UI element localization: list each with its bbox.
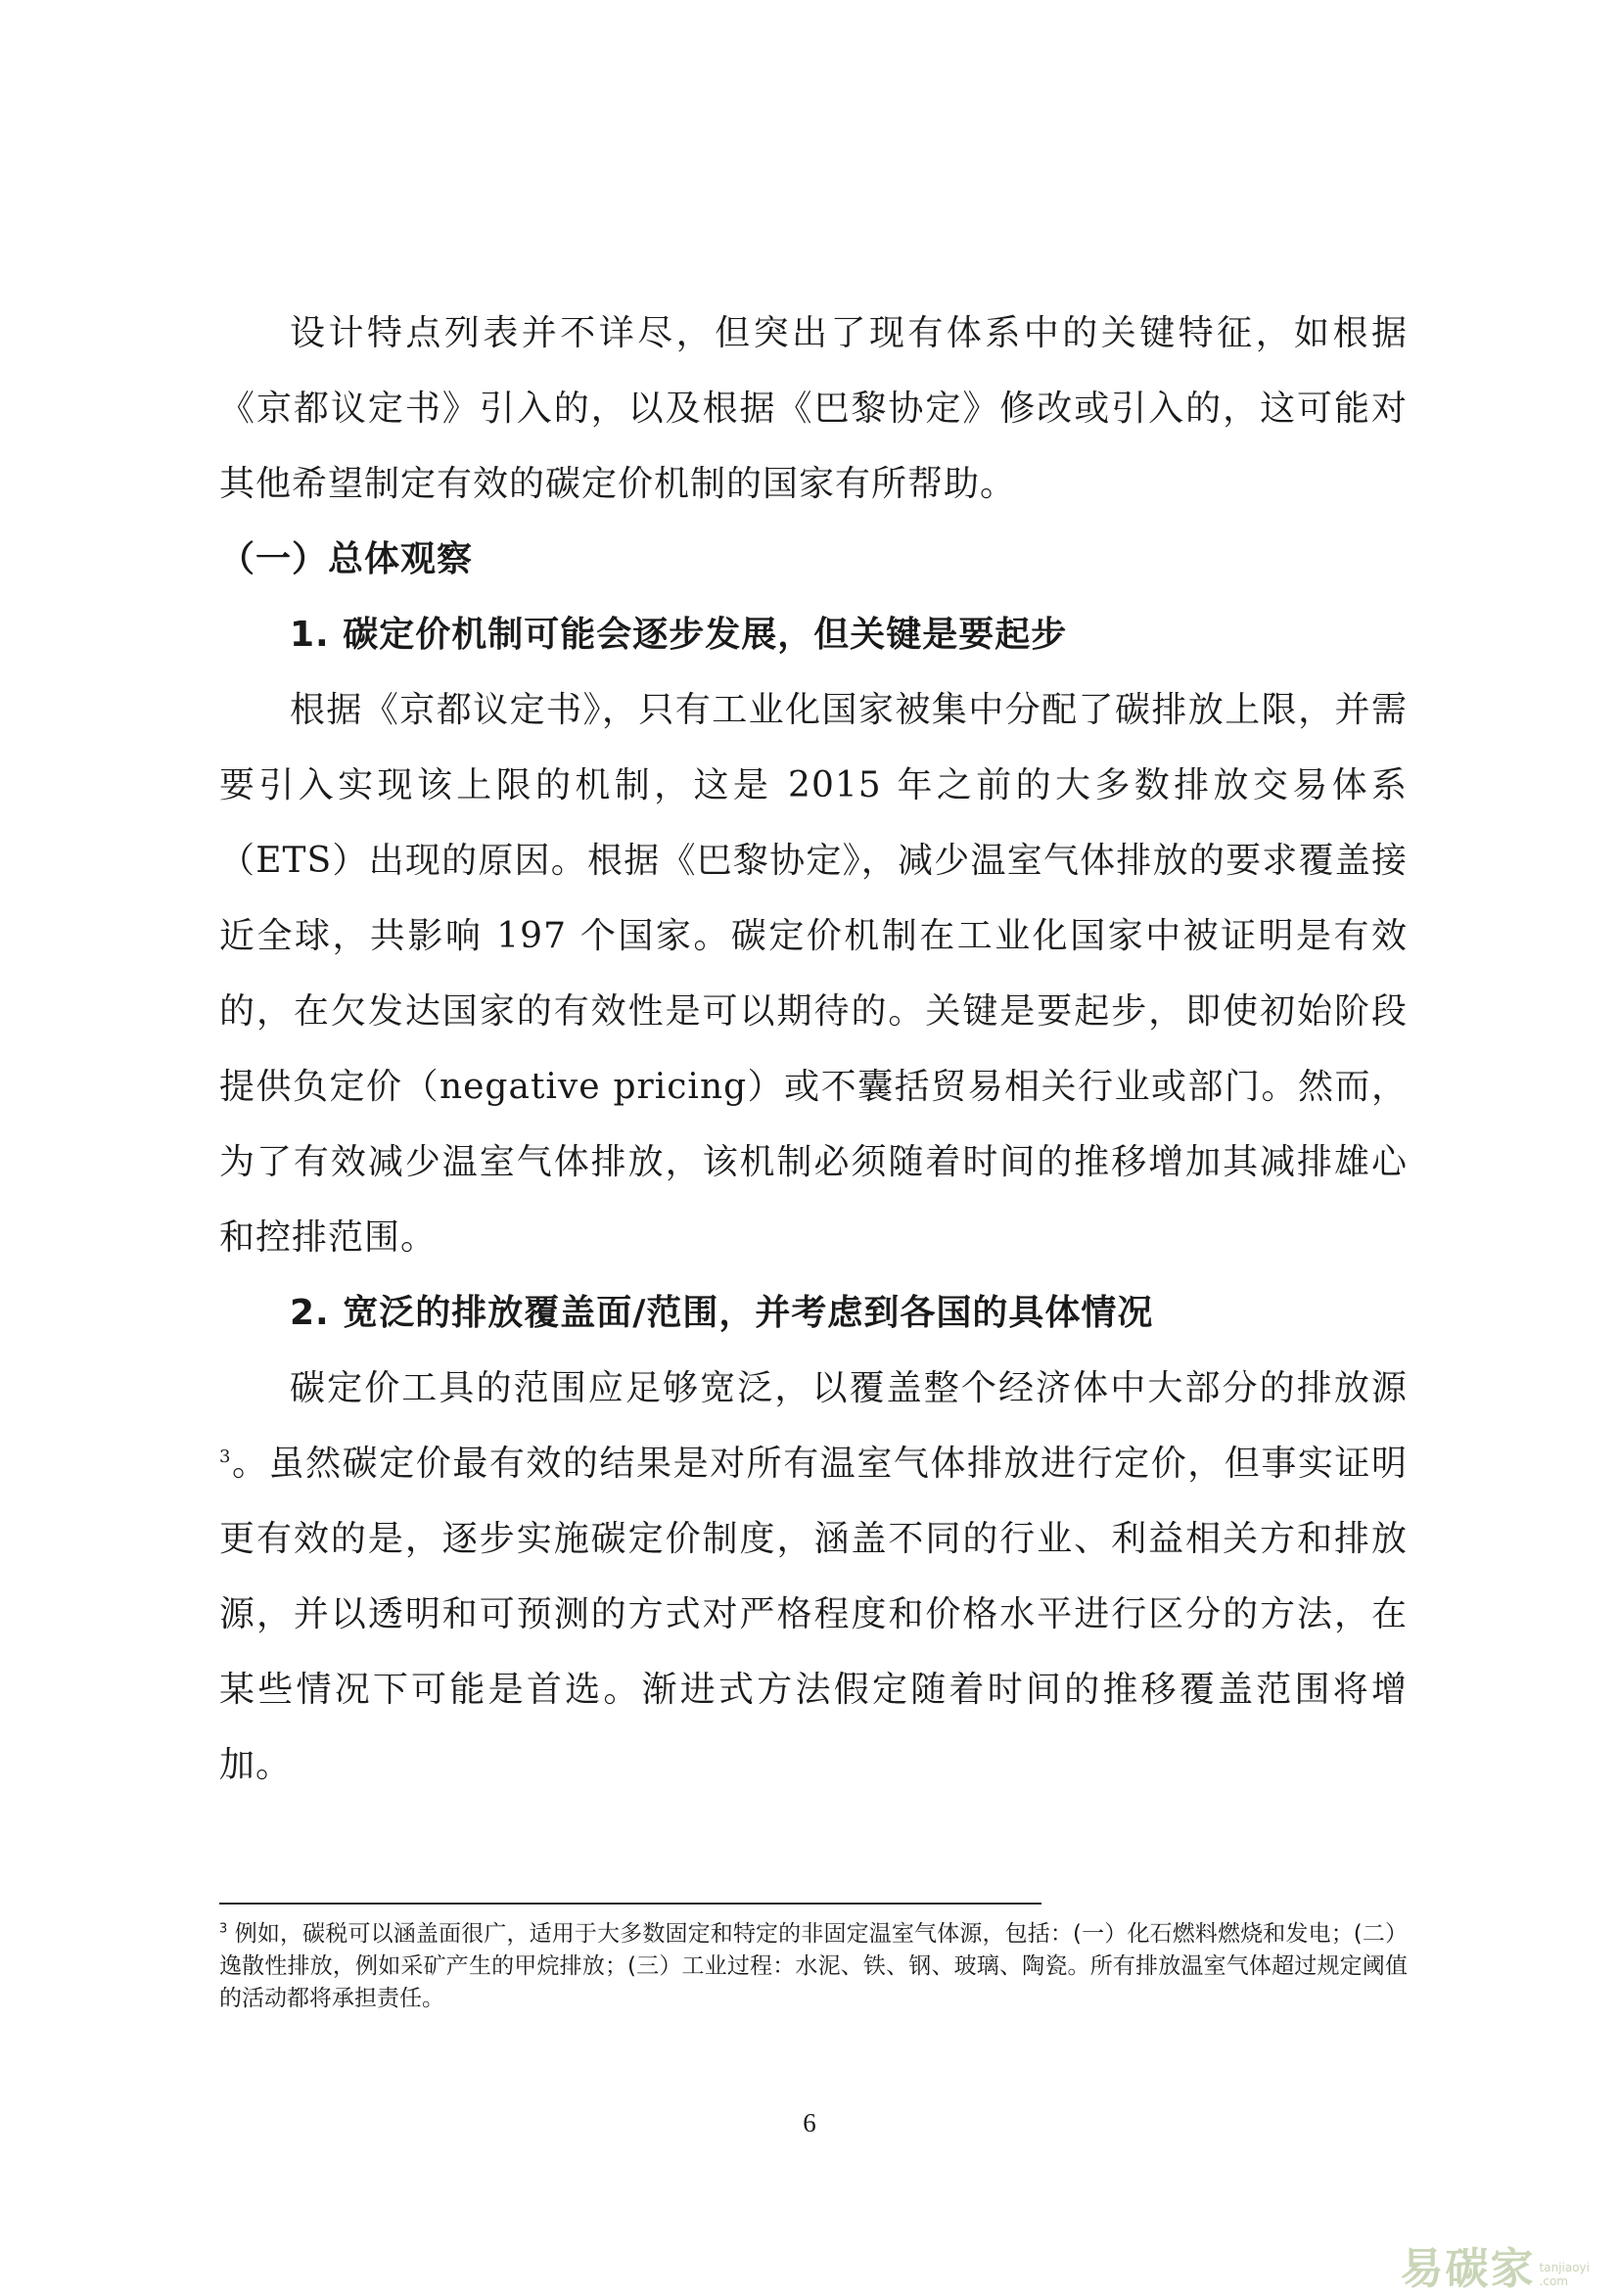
footnote-text: 例如，碳税可以涵盖面很广，适用于大多数固定和特定的非固定温室气体源，包括：(一）化石燃料燃烧和发电；(二）逸散性排放，例如采矿产生的甲烷排放；(三）工业过程：水泥、铁、钢、玻璃、陶瓷。所有排放温室气体超过规定阈值的活动都将承担责任。 xyxy=(219,1921,1408,2011)
subsection-2-text-b: 。虽然碳定价最有效的结果是对所有温室气体排放进行定价，但事实证明更有效的是，逐步实施碳定价制度，涵盖不同的行业、利益相关方和排放源，并以透明和可预测的方式对严格程度和价格水平进行区分的方法，在某些情况下可能是首选。渐进式方法假定随着时间的推移覆盖范围将增加。 xyxy=(219,1444,1408,1785)
body-text xyxy=(219,296,1408,1803)
footnote-marker: 3 xyxy=(219,1921,228,1937)
subsection-2-text-a: 碳定价工具的范围应足够宽泛，以覆盖整个经济体中大部分的排放源 xyxy=(290,1368,1408,1408)
subsection-2-paragraph xyxy=(219,1351,1408,1803)
watermark-domain-bottom: .com xyxy=(1539,2274,1568,2288)
footnote-separator xyxy=(219,1903,1041,1905)
subsection-1-paragraph: 根据《京都议定书》，只有工业化国家被集中分配了碳排放上限，并需要引入实现该上限的机制，这是 2015 年之前的大多数排放交易体系（ETS）出现的原因。根据《巴黎协定》，减少温室气体排放的要求覆盖接近全球，共影响 197 个国家。碳定价机制在工业化国家中被证明是有效的，在欠发达国家的有效性是可以期待的。关键是要起步，即使初始阶段提供负定价（negative pricing）或不囊括贸易相关行业或部门。然而，为了有效减少温室气体排放，该机制必须随着时间的推移增加其减排雄心和控排范围。 xyxy=(219,690,1408,1258)
watermark-text: 易碳家 xyxy=(1400,2244,1536,2294)
page-number: 6 xyxy=(803,2108,816,2137)
watermark-domain-top: tanjiaoyi xyxy=(1539,2261,1590,2274)
subsection-heading-1: 1. 碳定价机制可能会逐步发展，但关键是要起步 xyxy=(290,615,1068,655)
intro-paragraph: 设计特点列表并不详尽，但突出了现有体系中的关键特征，如根据《京都议定书》引入的，以及根据《巴黎协定》修改或引入的，这可能对其他希望制定有效的碳定价机制的国家有所帮助。 xyxy=(219,313,1408,504)
footnote-reference[interactable]: 3 xyxy=(219,1446,232,1467)
section-heading: （一）总体观察 xyxy=(219,539,474,579)
watermark-domain xyxy=(1540,2261,1590,2288)
footnote xyxy=(219,1918,1408,2015)
watermark-logo xyxy=(1401,2233,1590,2296)
subsection-heading-2: 2. 宽泛的排放覆盖面/范围，并考虑到各国的具体情况 xyxy=(290,1293,1154,1333)
